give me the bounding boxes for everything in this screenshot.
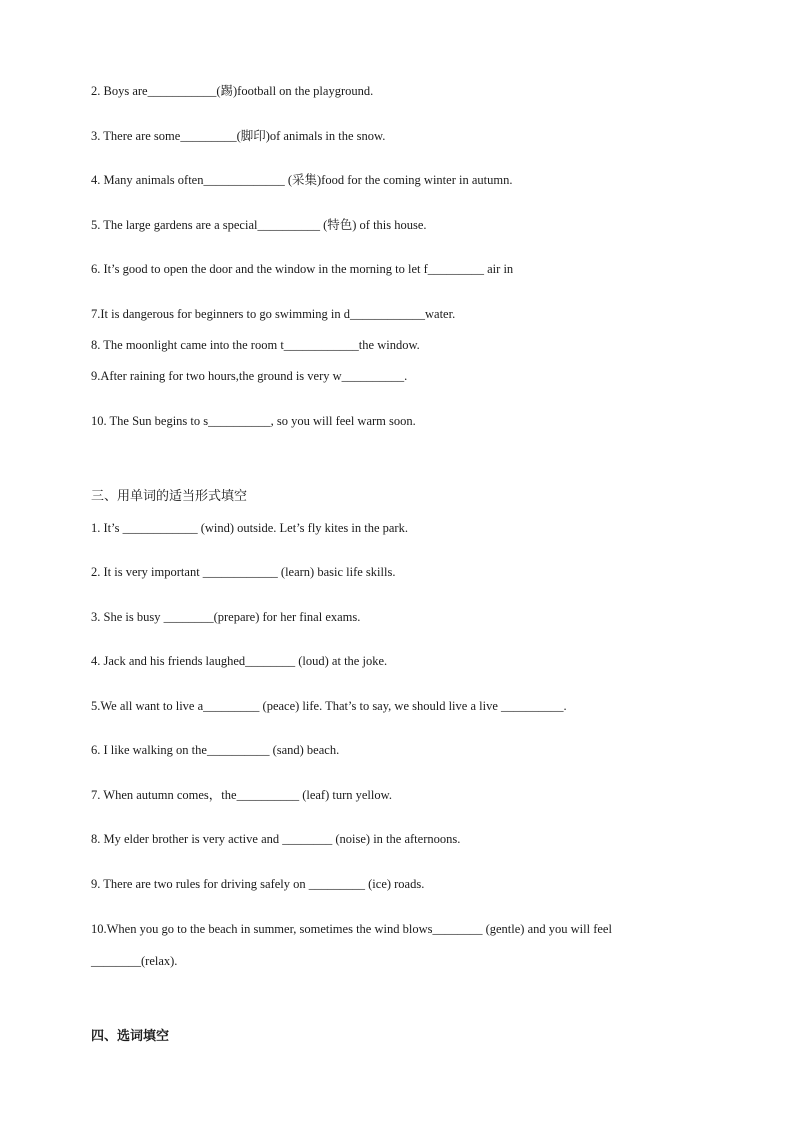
exercise-item: 1. It’s ____________ (wind) outside. Let’s fly kites in the park. bbox=[91, 521, 408, 535]
exercise-item: 10.When you go to the beach in summer, sometimes the wind blows________ (gentle) and you will feel bbox=[91, 922, 612, 936]
exercise-item: 7. When autumn comes，the__________ (leaf) turn yellow. bbox=[91, 788, 392, 802]
exercise-item: 9.After raining for two hours,the ground is very w__________. bbox=[91, 369, 408, 383]
exercise-item: 5. The large gardens are a special__________ (特色) of this house. bbox=[91, 218, 427, 232]
exercise-item-continuation: ________(relax). bbox=[91, 954, 178, 968]
section-heading: 四、选词填空 bbox=[91, 1029, 170, 1044]
exercise-item: 3. There are some_________(脚印)of animals in the snow. bbox=[91, 129, 386, 143]
exercise-item: 10. The Sun begins to s__________, so you will feel warm soon. bbox=[91, 414, 416, 428]
exercise-item: 6. I like walking on the__________ (sand) beach. bbox=[91, 743, 340, 757]
exercise-item: 2. It is very important ____________ (learn) basic life skills. bbox=[91, 565, 396, 579]
exercise-item: 3. She is busy ________(prepare) for her final exams. bbox=[91, 610, 361, 624]
section-heading: 三、用单词的适当形式填空 bbox=[91, 489, 248, 504]
exercise-item: 4. Jack and his friends laughed________ (loud) at the joke. bbox=[91, 654, 388, 668]
exercise-item: 6. It’s good to open the door and the window in the morning to let f_________ air in bbox=[91, 262, 514, 276]
exercise-item: 5.We all want to live a_________ (peace) life. That’s to say, we should live a live __________. bbox=[91, 699, 567, 713]
exercise-item: 8. The moonlight came into the room t____________the window. bbox=[91, 338, 420, 352]
exercise-item: 9. There are two rules for driving safely on _________ (ice) roads. bbox=[91, 877, 425, 891]
exercise-item: 2. Boys are___________(踢)football on the playground. bbox=[91, 84, 374, 98]
exercise-item: 8. My elder brother is very active and ________ (noise) in the afternoons. bbox=[91, 832, 461, 846]
exercise-item: 4. Many animals often_____________ (采集)food for the coming winter in autumn. bbox=[91, 173, 513, 187]
exercise-item: 7.It is dangerous for beginners to go swimming in d____________water. bbox=[91, 307, 456, 321]
